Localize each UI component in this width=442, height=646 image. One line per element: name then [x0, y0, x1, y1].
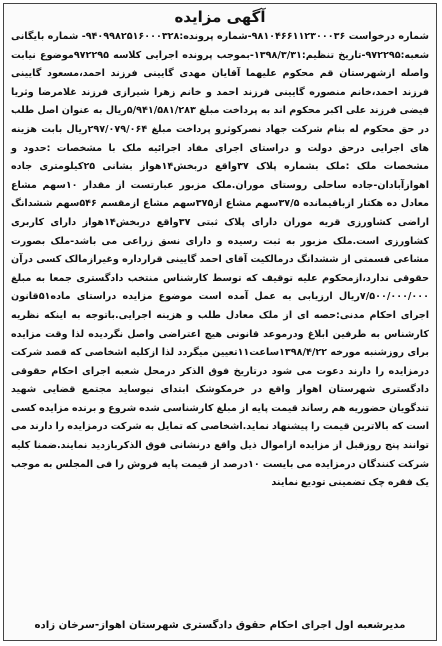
notice-title: آگهی مزایده: [174, 8, 266, 26]
notice-signature: مدیرشعبه اول اجرای احکام حقوق دادگستری شهرستان اهواز-سرخان زاده: [34, 620, 406, 631]
notice-body: شماره درخواست ۹۸۱۰۴۶۶۱۱۲۳۰۰۰۳۶-شماره پرونده:۹۴۰۹۹۸۲۵۱۶۰۰۰۳۲۸- شماره بایگانی شعبه:۹۷۲۲۹۵-تاریخ تنظیم:۱۳۹۸/۳/۳۱-بموجب پرونده اجرایی کلاسه ۹۷۲۲۹۵موضوع نیابت واصله ازشهرستان قم محکوم علیهما آقایان مهدی گایینی فرزند احمد،مسعود گایینی فرزند احمد،خانم منصوره گایینی فرزند احمد و خانم زهرا شیرازی فرزند غلامرضا وثریا فیضی فرزند علی اکبر محکوم اند به پرداخت مبلغ ۵/۹۴۱/۵۸۱/۲۸۳ریال به عنوان اصل طلب در حق محکوم له بنام شرکت جهاد نصرکوثرو پرداخت مبلغ ۲۹۷/۰۷۹/۰۶۴ریال بابت هزینه های اجرایی درحق دولت و دراستای اجرای مفاد اجرائیه ملک با مشخصات :حدود و مشخصات ملک :ملک بشماره پلاک ۳۷واقع دربخش۱۴هواز بشانی ۲۵کیلومتری جاده اهوازآبادان-جاده ساحلی روستای موران.ملک مزبور عبارتست از مقدار ۱۰سهم مشاع معادل ده هکتار ازباقیمانده ۳۷/۵سهم مشاع از۳۷۵سهم مشاع ازمقسم ۵۴۶سهم ششدانگ اراضی کشاورزی قریه موران دارای پلاک ثبتی ۳۷واقع دربخش۱۴هواز دارای کاربری کشاورزی است.ملک مزبور به ثبت رسیده و دارای نسق زراعی می باشد-ملک بصورت مشاعی قسمتی از ششدانگ درمالکیت آقای احمد گایینی قرارداره وغیرازمالک کسی درآن حقوقی ندارد،ازمحکوم علیه توقیف که توسط کارشناس منتخب دادگستری جمعا به مبلغ ۷/۵۰۰/۰۰۰/۰۰۰ریال ارزیابی به عمل آمده است موضوع مزایده دراستای ماده۵۱قانون اجرای احکام مدنی:حصه ای از ملک معادل طلب و هزینه اجرایی.باتوجه به اینکه نظریه کارشناس به طرفین ابلاغ ودرموعد قانونی هیچ اعتراضی واصل نگردیده لذا وقت مزایده برای روزشنبه مورخه ۱۳۹۸/۴/۲۲ساعت۱۱تعیین میگردد لذا ازکلیه اشخاصی که قصد شرکت درمزایده را دارند دعوت می شود درتاریخ فوق الذکر درمحل شعبه اجرای احکام حقوقی دادگستری شهرستان اهواز واقع در خرمکوشک ابتدای نیوساید مجتمع قضایی شهید تندگویان حضوریه هم رساند قیمت پایه از مبلغ کارشناسی شده شروع و برنده مزایده کسی است که بالاترین قیمت را پیشنهاد نماید.اشخاصی که تمایل به شرکت درمزایده را دارند می توانند پنج روزقبل از مزایده ازاموال ذیل واقع درنشانی فوق الذکربازدید نمایند.ضمنا کلیه شرکت کنندگان درمزایده می بایست ۱۰درصد از قیمت پایه فروش را فی المجلس به موجب یک فقره چک تضمینی تودیع نمایند: [11, 31, 430, 489]
notice-frame: [3, 3, 437, 641]
